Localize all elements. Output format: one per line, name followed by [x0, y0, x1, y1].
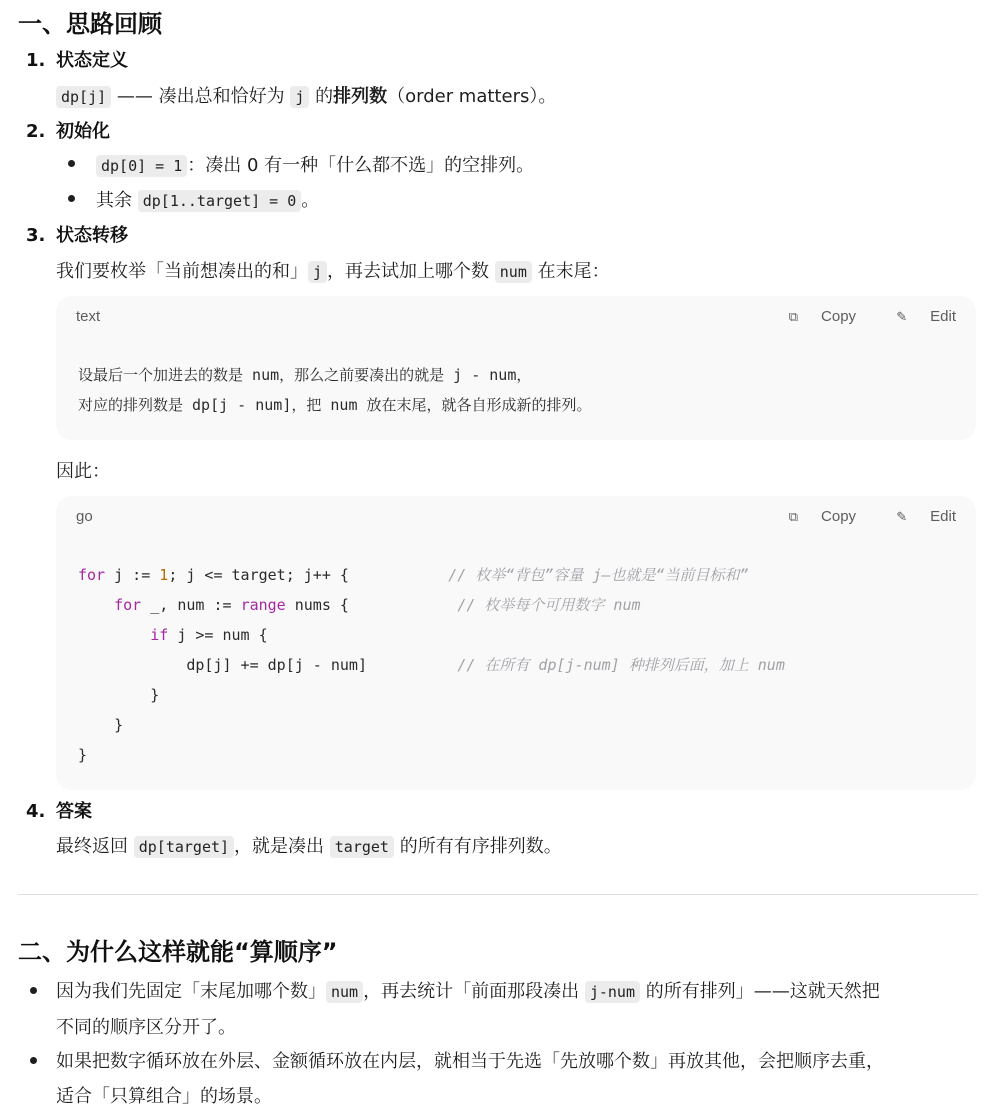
section2-bullet1-line1: [56, 977, 880, 1003]
copy-button[interactable]: [771, 508, 856, 525]
inline-code: num: [495, 261, 532, 283]
copy-icon: ⧉: [788, 509, 799, 524]
inline-code: target: [330, 836, 394, 858]
keyword: if: [150, 626, 169, 644]
number-literal: 1: [159, 566, 169, 584]
code-block-text: [56, 296, 976, 440]
text: 在末尾：: [531, 261, 610, 282]
bullet-dot: [30, 1057, 37, 1064]
pencil-icon: ✎: [896, 509, 908, 524]
bold-text: 排列数: [333, 86, 388, 107]
code-actions: [753, 308, 956, 325]
text: ，再去统计「前面那段凑出: [363, 981, 585, 1002]
code-comment: // 枚举“背包”容量 j—也就是“当前目标和”: [448, 566, 749, 584]
section2-title: 二、为什么这样就能“算顺序”: [18, 938, 338, 966]
step4-text: [56, 832, 562, 858]
code-line: 对应的排列数是 dp[j - num]，把 num 放在末尾，就各自形成新的排列。: [78, 396, 592, 414]
step-number: 4.: [26, 801, 46, 822]
code-text: dp[j] += dp[j - num]: [186, 656, 367, 674]
step-title: 答案: [56, 801, 92, 822]
step2-heading: [26, 117, 110, 143]
section-divider: [18, 894, 978, 895]
text: 我们要枚举「当前想凑出的和」: [56, 261, 308, 282]
text: （order matters）。: [387, 86, 557, 107]
code-block-go: [56, 496, 976, 790]
step4-heading: [26, 797, 92, 823]
edit-label: Edit: [930, 308, 956, 325]
copy-label: Copy: [821, 508, 857, 525]
copy-icon: ⧉: [788, 309, 799, 324]
code-line: 设最后一个加进去的数是 num，那么之前要凑出的就是 j - num，: [78, 366, 532, 384]
copy-label: Copy: [821, 308, 857, 325]
code-language-label: go: [76, 508, 93, 525]
code-comment: // 枚举每个可用数字 num: [457, 596, 641, 614]
text: 。: [301, 190, 320, 211]
code-text: _, num :=: [141, 596, 241, 614]
step1-text: [56, 82, 556, 108]
step-number: 1.: [26, 50, 46, 71]
therefore-text: 因此：: [56, 461, 110, 482]
text: ：凑出 0 有一种「什么都不选」的空排列。: [187, 155, 535, 176]
text: 其余: [96, 190, 138, 211]
code-text: j :=: [105, 566, 160, 584]
inline-code: j-num: [585, 981, 640, 1003]
section2-bullet2-line1: 如果把数字循环放在外层、金额循环放在内层，就相当于先选「先放哪个数」再放其他，会把顺序去重，: [56, 1051, 884, 1072]
step-title: 初始化: [56, 121, 110, 142]
inline-code: j: [290, 86, 309, 108]
section2-bullet2-line2: 适合「只算组合」的场景。: [56, 1086, 272, 1107]
text: —— 凑出总和恰好为: [111, 86, 291, 107]
code-text: }: [114, 716, 124, 734]
keyword: for: [78, 566, 106, 584]
text: 因为我们先固定「末尾加哪个数」: [56, 981, 326, 1002]
code-actions: [753, 508, 956, 525]
code-text: }: [150, 686, 160, 704]
inline-code: dp[0] = 1: [96, 155, 187, 177]
step3-intro: [56, 257, 610, 283]
keyword: range: [240, 596, 286, 614]
step2-bullet1: [96, 151, 534, 177]
code-text: }: [78, 746, 88, 764]
code-content: [78, 560, 785, 770]
code-content: [78, 360, 592, 420]
text: 的: [309, 86, 334, 107]
section2-bullet1-line2: 不同的顺序区分开了。: [56, 1017, 236, 1038]
inline-code: dp[j]: [56, 86, 111, 108]
edit-button[interactable]: [878, 508, 956, 525]
pencil-icon: ✎: [896, 309, 908, 324]
code-text: j >= num {: [168, 626, 268, 644]
bullet-dot: [30, 987, 37, 994]
step1-heading: [26, 46, 128, 72]
code-text: nums {: [285, 596, 349, 614]
step-number: 2.: [26, 121, 46, 142]
text: ，再去试加上哪个数: [327, 261, 495, 282]
text: 最终返回: [56, 836, 134, 857]
copy-button[interactable]: [771, 308, 856, 325]
inline-code: j: [308, 261, 327, 283]
edit-button[interactable]: [878, 308, 956, 325]
code-language-label: text: [76, 308, 101, 325]
keyword: for: [114, 596, 142, 614]
bullet-dot: [68, 160, 75, 167]
step-number: 3.: [26, 225, 46, 246]
step-title: 状态定义: [56, 50, 128, 71]
code-comment: // 在所有 dp[j-num] 种排列后面，加上 num: [457, 656, 785, 674]
text: ，就是凑出: [234, 836, 330, 857]
step2-bullet2: [96, 186, 319, 212]
step3-heading: [26, 221, 128, 247]
edit-label: Edit: [930, 508, 956, 525]
inline-code: num: [326, 981, 363, 1003]
step-title: 状态转移: [56, 225, 128, 246]
bullet-dot: [68, 195, 75, 202]
text: 的所有排列」——这就天然把: [639, 981, 880, 1002]
code-text: ; j <= target; j++ {: [168, 566, 349, 584]
text: 的所有有序排列数。: [393, 836, 562, 857]
inline-code: dp[target]: [134, 836, 234, 858]
inline-code: dp[1..target] = 0: [138, 190, 302, 212]
section1-title: 一、思路回顾: [18, 10, 162, 38]
